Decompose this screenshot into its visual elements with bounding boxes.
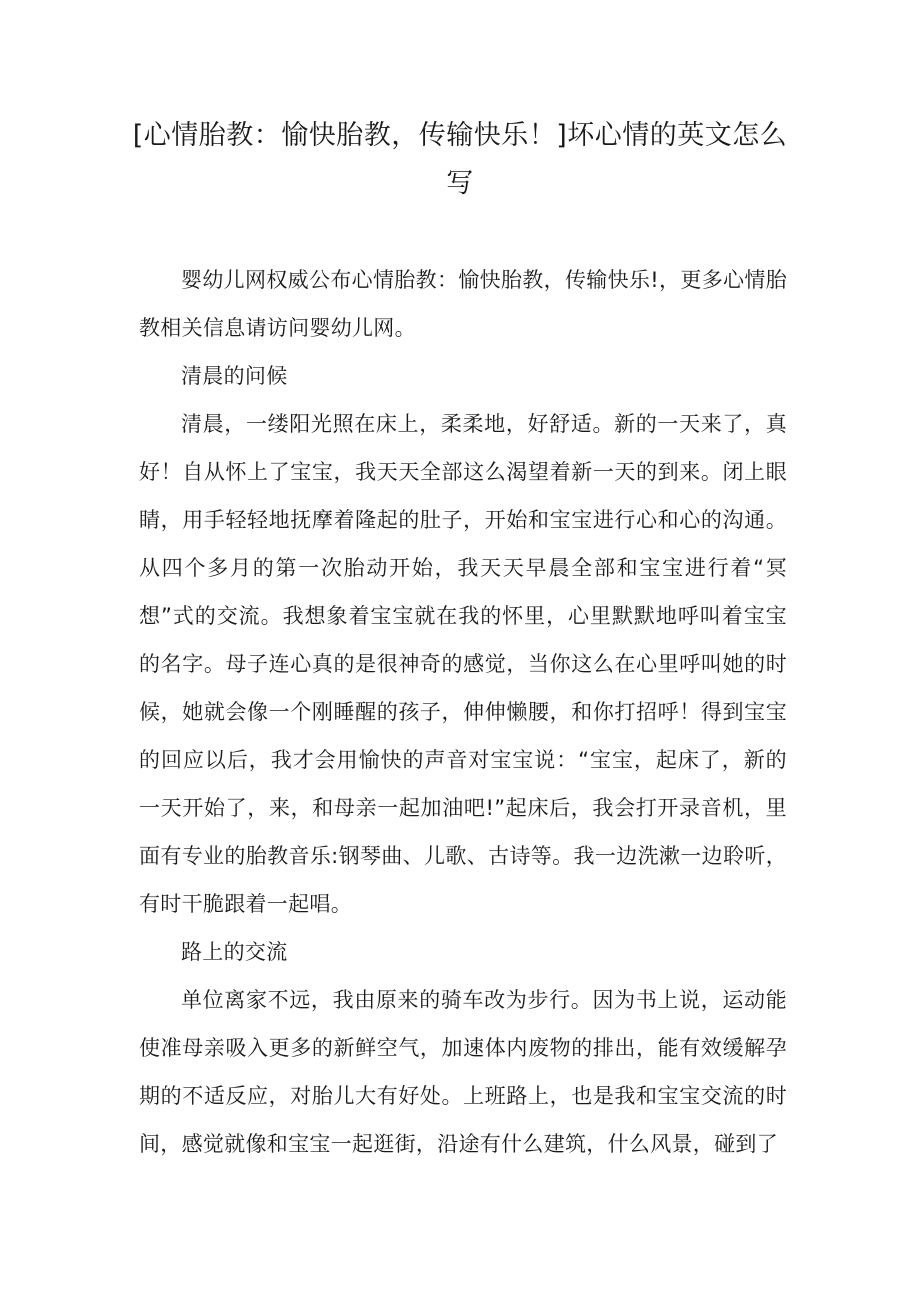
section-heading-road: 路上的交流 <box>181 940 288 964</box>
intro-paragraph: 婴幼儿网权威公布心情胎教：愉快胎教，传输快乐!，更多心情胎教相关信息请访问婴幼儿网。 <box>139 268 787 340</box>
morning-paragraph: 清晨，一缕阳光照在床上，柔柔地，好舒适。新的一天来了，真好！自从怀上了宝宝，我天天全部这么渴望着新一天的到来。闭上眼睛，用手轻轻地抚摩着隆起的肚子，开始和宝宝进行心和心的沟通。从四个多月的第一次胎动开始，我天天早晨全部和宝宝进行着“冥想”式的交流。我想象着宝宝就在我的怀里，心里默默地呼叫着宝宝的名字。母子连心真的是很神奇的感觉，当你这么在心里呼叫她的时候，她就会像一个刚睡醒的孩子，伸伸懒腰，和你打招呼！得到宝宝的回应以后，我才会用愉快的声音对宝宝说：“宝宝，起床了，新的一天开始了，来，和母亲一起加油吧!”起床后，我会打开录音机，里面有专业的胎教音乐:钢琴曲、儿歌、古诗等。我一边洗漱一边聆听，有时干脆跟着一起唱。 <box>139 412 787 916</box>
document-title: [心情胎教：愉快胎教，传输快乐！]坏心情的英文怎么写 <box>132 120 788 199</box>
section-heading-morning: 清晨的问候 <box>181 364 288 388</box>
road-paragraph: 单位离家不远，我由原来的骑车改为步行。因为书上说，运动能使准母亲吸入更多的新鲜空气，加速体内废物的排出，能有效缓解孕期的不适反应，对胎儿大有好处。上班路上，也是我和宝宝交流的时间，感觉就像和宝宝一起逛街，沿途有什么建筑，什么风景，碰到了 <box>139 988 787 1156</box>
document-body <box>139 256 787 1168</box>
